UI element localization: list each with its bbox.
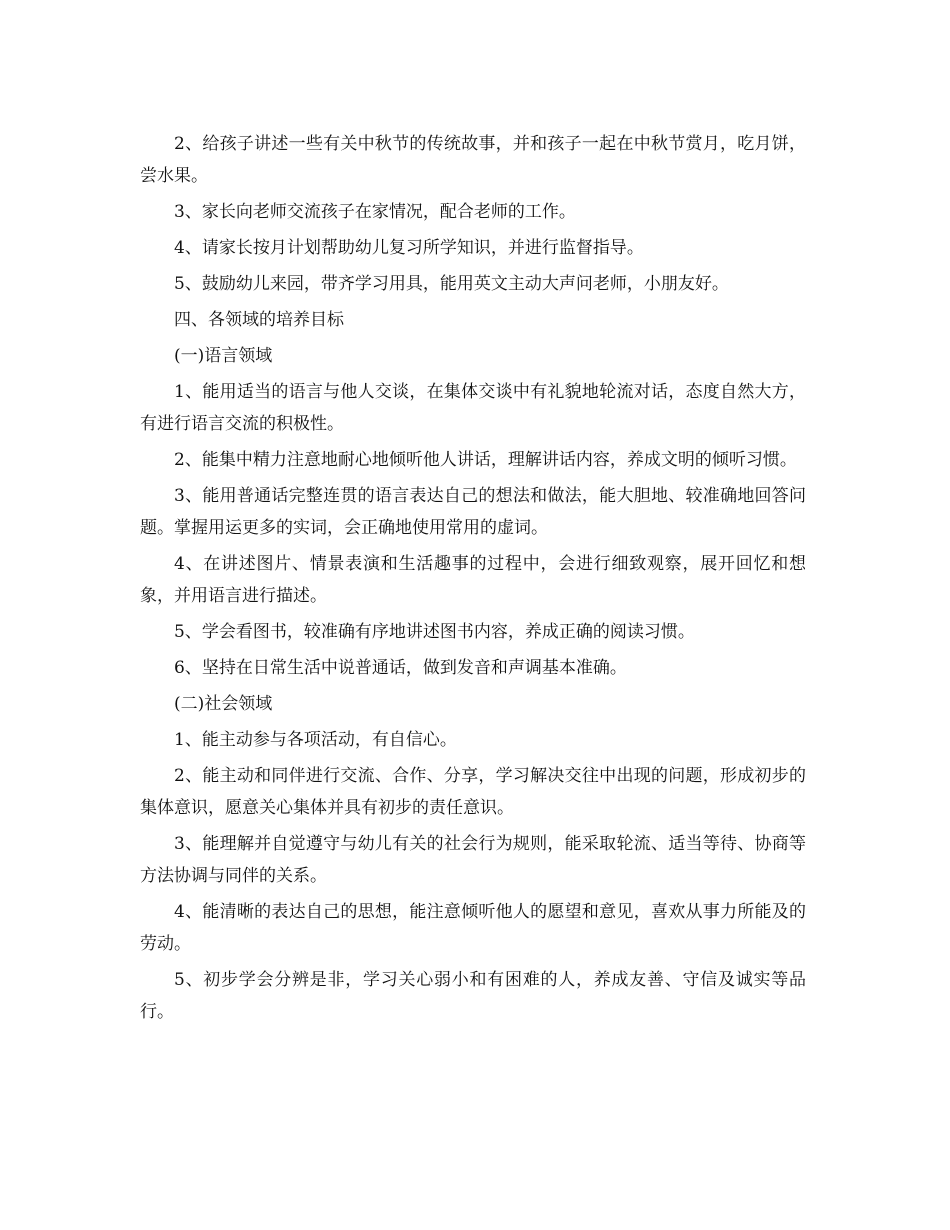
paragraph: 3、能用普通话完整连贯的语言表达自己的想法和做法，能大胆地、较准确地回答问题。掌握用运更多的实词，会正确地使用常用的虚词。 <box>140 486 806 538</box>
paragraph: 6、坚持在日常生活中说普通话，做到发音和声调基本准确。 <box>174 658 627 678</box>
paragraph: 5、初步学会分辨是非，学习关心弱小和有困难的人，养成友善、守信及诚实等品行。 <box>140 970 806 1022</box>
paragraph: 2、能集中精力注意地耐心地倾听他人讲话，理解讲话内容，养成文明的倾听习惯。 <box>174 450 797 470</box>
paragraph: 4、请家长按月计划帮助幼儿复习所学知识，并进行监督指导。 <box>174 238 644 258</box>
paragraph: 3、能理解并自觉遵守与幼儿有关的社会行为规则，能采取轮流、适当等待、协商等方法协调与同伴的关系。 <box>140 834 806 886</box>
paragraph: 2、给孩子讲述一些有关中秋节的传统故事，并和孩子一起在中秋节赏月，吃月饼，尝水果。 <box>140 134 806 186</box>
section-heading: 四、各领域的培养目标 <box>174 310 344 330</box>
paragraph: 5、学会看图书，较准确有序地讲述图书内容，养成正确的阅读习惯。 <box>174 622 695 642</box>
paragraph: 1、能主动参与各项活动，有自信心。 <box>174 730 457 750</box>
subsection-heading: (二)社会领域 <box>174 694 273 714</box>
subsection-heading: (一)语言领域 <box>174 346 273 366</box>
paragraph: 4、能清晰的表达自己的思想，能注意倾听他人的愿望和意见，喜欢从事力所能及的劳动。 <box>140 902 806 954</box>
paragraph: 4、在讲述图片、情景表演和生活趣事的过程中，会进行细致观察，展开回忆和想象，并用语言进行描述。 <box>140 554 806 606</box>
paragraph: 5、鼓励幼儿来园，带齐学习用具，能用英文主动大声问老师，小朋友好。 <box>174 274 729 294</box>
paragraph: 1、能用适当的语言与他人交谈，在集体交谈中有礼貌地轮流对话，态度自然大方，有进行语言交流的积极性。 <box>140 382 806 434</box>
document-body <box>140 128 806 1032</box>
paragraph: 3、家长向老师交流孩子在家情况，配合老师的工作。 <box>174 202 576 222</box>
paragraph: 2、能主动和同伴进行交流、合作、分享，学习解决交往中出现的问题，形成初步的集体意识，愿意关心集体并具有初步的责任意识。 <box>140 766 806 818</box>
